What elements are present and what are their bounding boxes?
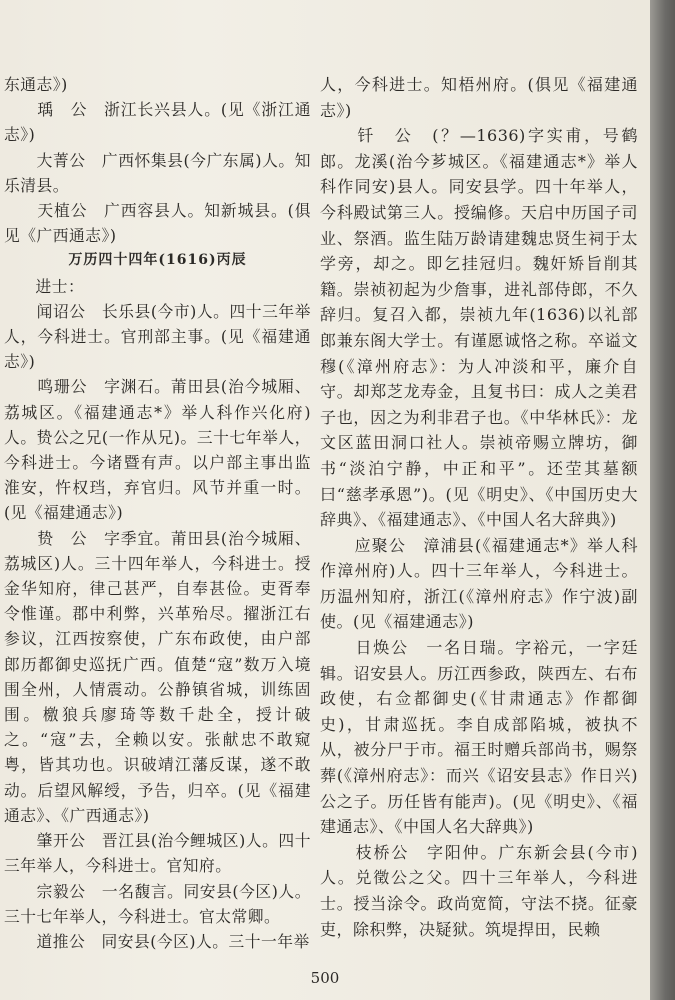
entry-paragraph: 贽 公 字季宜。莆田县(治今城厢、荔城区)人。三十四年举人，今科进士。授金华知府，律己甚严，自奉甚俭。吏胥奉令惟谨。郡中利弊，兴革殆尽。擢浙江右参议，江西按察使，广东布政使，由户部郎历都御史巡抚广西。值楚“寇”数万入境围全州，人情震动。公静镇省城，训练固围。檄狼兵廖琦等数千赴全，授计破之。“寇”去，全赖以安。张献忠不敢窥粤，皆其功也。识破靖江藩反谋，遂不敢动。后望风解绶，予告，归卒。(见《福建通志》、《广西通志》) [4,528,311,825]
text-line: 人，今科进士。知梧州府。(俱见《福建通志》) [320,75,638,120]
entry-paragraph: 鸣珊公 字渊石。莆田县(治今城厢、荔城区。《福建通志*》举人科作兴化府)人。贽公之兄(一作从兄)。三十七年举人，今科进士。今诸暨有声。以户部主事出监淮安，忤权珰，弃官归。风节并重一时。(见《福建通志》) [4,377,311,523]
entry-paragraph: 天植公 广西容县人。知新城县。(俱见《广西通志》) [4,201,311,246]
entry-paragraph: 应聚公 漳浦县(《福建通志*》举人科作漳州府)人。四十三年举人，今科进士。历温州知府，浙江(《漳州府志》作宁波)副使。(见《福建通志》) [320,535,638,632]
text-line: 东通志》) [4,75,68,94]
entry-paragraph: 闻诏公 长乐县(今市)人。四十三年举人，今科进士。官刑部主事。(见《福建通志》) [4,301,311,372]
section-subheading: 进士： [35,276,85,296]
entry-paragraph: 宗毅公 一名馥言。同安县(今区)人。三十七年举人，今科进士。官太常卿。 [4,881,311,926]
section-heading: 万历四十四年(1616)丙辰 [68,252,247,269]
page-number: 500 [310,969,340,987]
page-edge-shadow [650,0,675,1000]
entry-paragraph: 钎 公 (？—1636)字实甫，号鹤郎。龙溪(治今芗城区。《福建通志*》举人科作同安)县人。同安县学。四十年举人，今科殿试第三人。授编修。天启中历国子司业、祭酒。监生陆万龄请建魏忠贤生祠于太学旁，却之。即乞挂冠归。魏奸矫旨削其籍。崇祯初起为少詹事，进礼部侍郎，不久辞归。复召入都，崇祯九年(1636)以礼部郎兼东阁大学士。有谨愿诚恪之称。卒谥文穆(《漳州府志》：为人冲淡和平，廉介自守。却郑芝龙寿金，且复书曰：成人之美君子也，因之为利非君子也。《中华林氏》：龙文区蓝田洞口社人。崇祯帝赐立牌坊，御书“淡泊宁静，中正和平”。还茔其墓额曰“慈孝承恩”)。(见《明史》、《中国历史大辞典》、《福建通志》、《中国人名大辞典》) [320,126,638,530]
entry-paragraph: 瑀 公 浙江长兴县人。(见《浙江通志》) [4,100,311,145]
right-column [320,72,638,942]
entry-paragraph: 枝桥公 字阳仲。广东新会县(今市)人。兑徵公之父。四十三年举人，今科进士。授当涂令。政尚宽简，守法不挠。征豪吏，除积弊，决疑狱。筑堤捍田，民赖 [320,842,638,939]
entry-paragraph: 日焕公 一名日瑞。字裕元，一字廷辑。诏安县人。历江西参政，陕西左、右布政使，右佥都御史(《甘肃通志》作都御史)，甘肃巡抚。李自成部陷城，被执不从，被分尸于市。福王时赠兵部尚书，赐祭葬(《漳州府志》：而兴《诏安县志》作日兴)公之子。历任皆有能声)。(见《明史》、《福建通志》、《中国人名大辞典》) [320,638,638,837]
left-column [4,72,311,954]
entry-paragraph: 道推公 同安县(今区)人。三十一年举 [4,931,310,951]
entry-paragraph: 肇开公 晋江县(治今鲤城区)人。四十三年举人，今科进士。官知府。 [4,831,311,876]
entry-paragraph: 大菁公 广西怀集县(今广东属)人。知乐清县。 [4,150,311,195]
